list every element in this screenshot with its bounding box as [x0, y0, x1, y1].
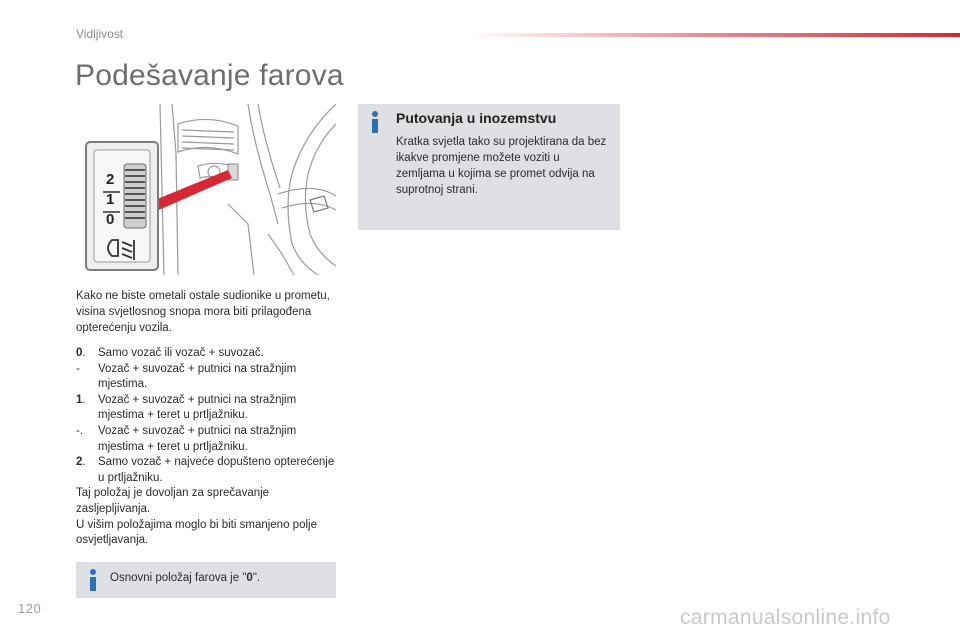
- note-prefix: Osnovni položaj farova je ": [110, 572, 247, 584]
- page-title: Podešavanje farova: [75, 59, 344, 92]
- position-text: Samo vozač ili vozač + suvozač.: [98, 347, 264, 359]
- position-list: [76, 346, 338, 549]
- dial-label-2: 2: [106, 171, 115, 188]
- page-number: 120: [18, 601, 42, 616]
- position-key: 0: [76, 347, 83, 359]
- list-item: [76, 424, 338, 455]
- intro-paragraph: Kako ne biste ometali ostale sudionike u prometu, visina svjetlosnog snopa mora biti prilagođena opterećenju vozila.: [76, 290, 330, 334]
- dial-label-0: 0: [106, 211, 115, 228]
- note-suffix: ".: [252, 572, 261, 584]
- section-title: Vidljivost: [76, 27, 124, 41]
- headlamp-adjuster-illustration: [78, 104, 336, 275]
- dashboard-drawing: [78, 104, 336, 275]
- position-key: 2: [76, 456, 83, 469]
- dial-label-1: 1: [106, 191, 115, 208]
- list-item: [76, 346, 338, 362]
- higher-positions-paragraph: U višim položajima moglo bi biti smanjeno polje osvjetljavanja.: [76, 518, 317, 547]
- header-accent-bar: [470, 33, 960, 37]
- position-suffix: .: [82, 393, 86, 406]
- position-text: Vozač + suvozač + putnici na stražnjim mjestima + teret u prtljažniku.: [98, 424, 297, 453]
- info-icon: [367, 110, 383, 134]
- watermark: carmanualsonline.info: [680, 606, 891, 629]
- position-key: 1: [76, 393, 83, 406]
- position-text: Vozač + suvozač + putnici na stražnjim mjestima + teret u prtljažniku.: [98, 393, 297, 422]
- info-box-text: Kratka svjetla tako su projektirana da bez ikakve promjene možete voziti u zemljama u kojima se promet odvija na suprotnoj strani.: [396, 136, 607, 196]
- list-item: [76, 362, 338, 393]
- position-text: Samo vozač + najveće dopušteno opterećenje u prtljažniku.: [98, 456, 335, 484]
- travel-abroad-info-box: [358, 104, 620, 230]
- default-position-note: [76, 562, 336, 598]
- note-default-value: 0: [246, 572, 253, 584]
- info-icon: [85, 568, 101, 592]
- position-text: Vozač + suvozač + putnici na stražnjim mjestima.: [98, 362, 297, 391]
- list-item: [76, 455, 338, 486]
- info-box-title: Putovanja u inozemstvu: [396, 110, 557, 126]
- glare-paragraph: Taj položaj je dovoljan za sprečavanje zasljepljivanja.: [76, 487, 270, 515]
- position-suffix: .: [82, 456, 86, 469]
- position-suffix: -: [76, 362, 80, 375]
- position-suffix: .: [82, 347, 86, 359]
- list-item: [76, 393, 338, 424]
- position-suffix: -.: [76, 424, 84, 437]
